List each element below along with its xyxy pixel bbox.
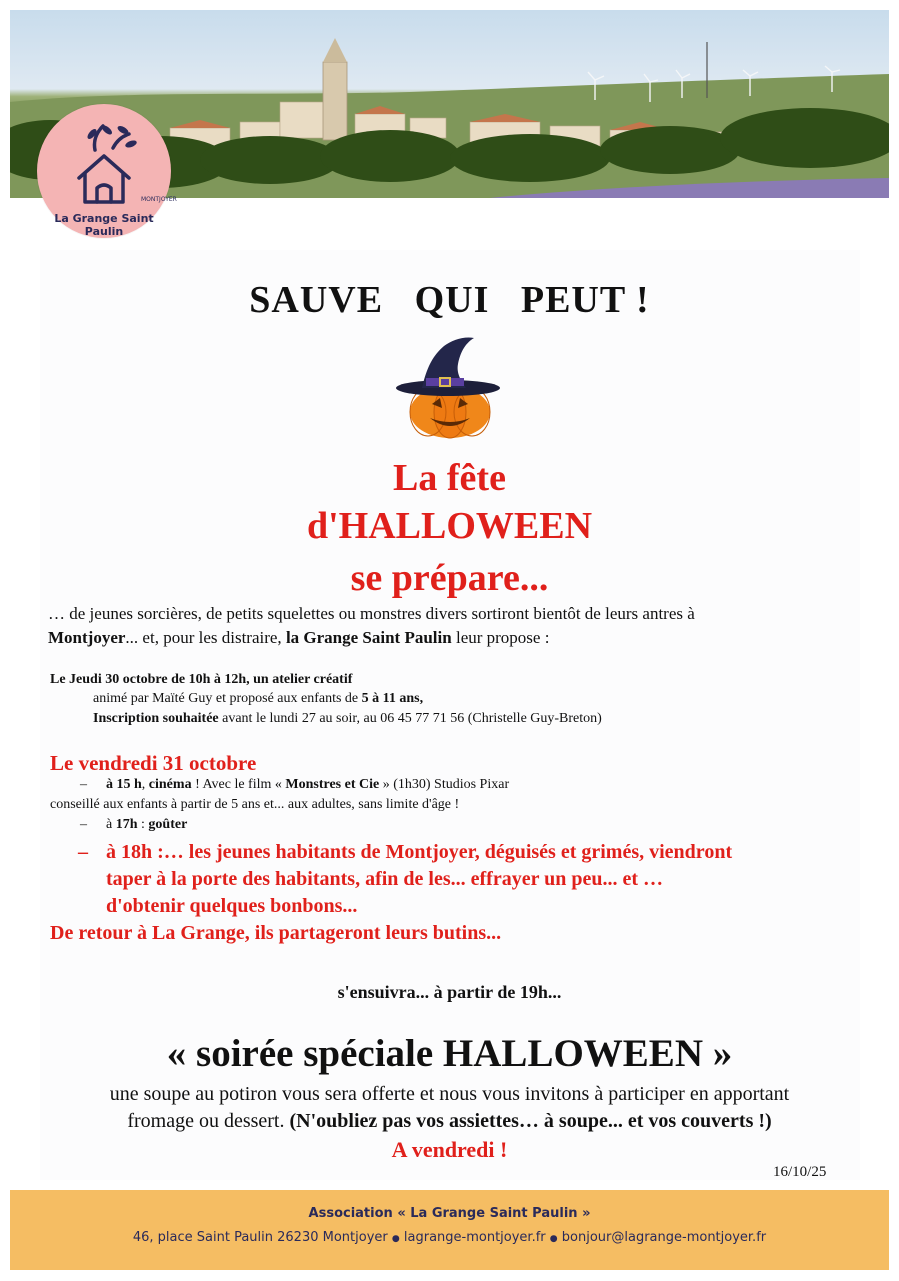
- logo-subtitle: MONTJOYER: [141, 196, 177, 203]
- soupe-line-2: [0, 1110, 899, 1133]
- item-dash-1: –: [80, 777, 87, 792]
- jeudi-inscription: Inscription souhaitée: [93, 711, 219, 726]
- soupe-reminder: (N'oubliez pas vos assiettes… à soupe... et vos couverts !): [289, 1110, 772, 1132]
- gouter-label: goûter: [148, 817, 188, 832]
- footer-address: 46, place Saint Paulin 26230 Montjoyer: [132, 1230, 388, 1245]
- ensuivra-line: s'ensuivra... à partir de 19h...: [337, 982, 562, 1002]
- vendredi-heading: Le vendredi 31 octobre: [50, 751, 257, 775]
- trick-or-treat-line-1: à 18h :… les jeunes habitants de Montjoyer, déguisés et grimés, viendront: [106, 841, 733, 863]
- footer-separator: ●: [391, 1234, 400, 1244]
- jeudi-heading: Le Jeudi 30 octobre de 10h à 12h, un atelier créatif: [50, 672, 353, 687]
- cinema-audience: conseillé aux enfants à partir de 5 ans et... aux adultes, sans limite d'âge !: [50, 797, 460, 812]
- intro-montjoyer: Montjoyer: [48, 628, 126, 647]
- gouter-prefix: à: [106, 817, 116, 832]
- cinema-time: à 15 h: [106, 777, 142, 792]
- cinema-label: cinéma: [148, 777, 192, 792]
- footer-separator: ●: [549, 1234, 558, 1244]
- association-logo: [37, 104, 177, 238]
- cinema-sep: ,: [141, 777, 149, 792]
- film-details: » (1h30) Studios Pixar: [379, 777, 510, 792]
- gouter-time: 17h: [115, 817, 138, 832]
- jeudi-animation: animé par Maïté Guy et proposé aux enfants de: [93, 691, 362, 706]
- soiree-title: « soirée spéciale HALLOWEEN »: [166, 1032, 733, 1075]
- footer-contact: [10, 1230, 889, 1245]
- item-gouter: [106, 817, 187, 833]
- retour-line: De retour à La Grange, ils partageront leurs butins...: [50, 922, 502, 944]
- item-cinema: [106, 777, 509, 793]
- gouter-sep: :: [137, 817, 149, 832]
- intro-grange: la Grange Saint Paulin: [285, 628, 452, 647]
- logo-name: La Grange Saint Paulin: [54, 212, 154, 238]
- witch-hat-pumpkin-icon: [392, 334, 504, 440]
- film-title: Monstres et Cie: [285, 777, 380, 792]
- intro-line-1: … de jeunes sorcières, de petits squelettes ou monstres divers sortiront bientôt de leurs antres à: [48, 604, 695, 623]
- a-vendredi: A vendredi !: [391, 1137, 508, 1162]
- cinema-intro: ! Avec le film «: [191, 777, 286, 792]
- trick-or-treat-line-3: d'obtenir quelques bonbons...: [106, 895, 358, 917]
- jeudi-line-2: [93, 691, 423, 707]
- footer-association: Association « La Grange Saint Paulin »: [308, 1206, 591, 1221]
- item-dash-3: –: [78, 841, 88, 863]
- jeudi-line-3: [93, 711, 602, 727]
- footer: [10, 1190, 889, 1270]
- item-dash-2: –: [80, 817, 87, 832]
- soupe-text: fromage ou dessert.: [127, 1110, 290, 1132]
- soupe-line-1: une soupe au potiron vous sera offerte et nous vous invitons à participer en apportant: [109, 1083, 790, 1105]
- headline-line-3: se prépare...: [350, 557, 549, 599]
- jeudi-ages: 5 à 11 ans,: [361, 691, 424, 706]
- footer-email-link[interactable]: bonjour@lagrange-montjoyer.fr: [561, 1230, 767, 1245]
- page-title: SAUVE QUI PEUT !: [249, 279, 650, 321]
- intro-text-2: leur propose :: [451, 628, 550, 647]
- headline-line-1: La fête: [393, 457, 506, 499]
- footer-website-link[interactable]: lagrange-montjoyer.fr: [403, 1230, 546, 1245]
- intro-text-1: ... et, pour les distraire,: [125, 628, 286, 647]
- headline-line-2: d'HALLOWEEN: [306, 505, 593, 547]
- trick-or-treat-line-2: taper à la porte des habitants, afin de les... effrayer un peu... et …: [106, 868, 664, 890]
- intro-line-2: [48, 628, 549, 648]
- document-date: 16/10/25: [773, 1164, 827, 1180]
- jeudi-contact: avant le lundi 27 au soir, au 06 45 77 71 56 (Christelle Guy-Breton): [218, 711, 602, 726]
